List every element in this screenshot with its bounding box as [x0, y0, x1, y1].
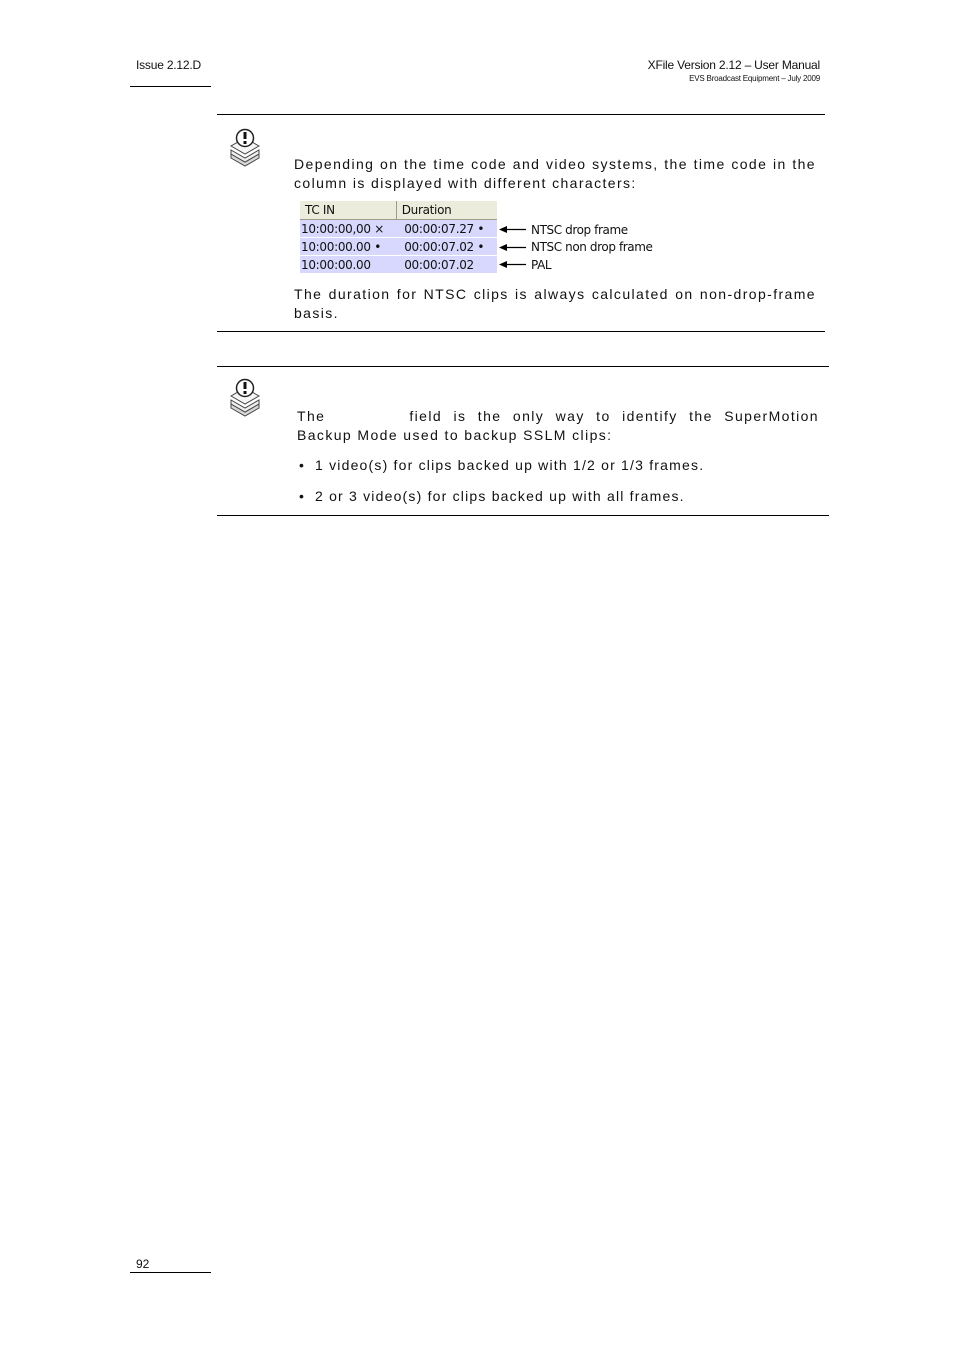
- table-cell: 00:00:07.02: [396, 256, 497, 274]
- table-cell: 10:00:00.00 •: [300, 238, 396, 256]
- note-box-timecode: [217, 114, 825, 332]
- list-item: [297, 487, 819, 506]
- legend-label-ntsc-non-drop: NTSC non drop frame: [531, 240, 653, 255]
- list-item-text: 1 video(s) for clips backed up with 1/2 or 1/3 frames.: [315, 457, 705, 473]
- table-row: [300, 220, 497, 238]
- table-row: [300, 238, 497, 256]
- supermotion-intro-rest: field is the only way to identify the SuperMotion Backup Mode used to backup SSLM clips:: [297, 408, 819, 443]
- issue-label: Issue 2.12.D: [136, 58, 201, 72]
- supermotion-intro-start: The: [297, 408, 326, 424]
- note-warning-icon: [227, 378, 263, 418]
- legend-label-ntsc-drop: NTSC drop frame: [531, 222, 628, 237]
- manual-subtitle: EVS Broadcast Equipment – July 2009: [689, 74, 820, 83]
- bullet-icon: •: [299, 488, 306, 504]
- bullet-icon: •: [299, 457, 306, 473]
- header-right: [648, 58, 820, 83]
- table-cell: 00:00:07.02 •: [396, 238, 497, 256]
- timecode-intro-text: Depending on the time code and video systems, the time code in the column is displayed with different characters:: [294, 156, 816, 191]
- legend-label-pal: PAL: [531, 257, 552, 272]
- note-warning-icon: [227, 128, 263, 168]
- manual-title: XFile Version 2.12 – User Manual: [647, 58, 820, 72]
- table-cell: 00:00:07.27 •: [396, 220, 497, 238]
- list-item: [297, 456, 819, 475]
- table-cell: 10:00:00,00 ×: [300, 220, 396, 238]
- table-row: [300, 256, 497, 274]
- duration-note-text: The duration for NTSC clips is always calculated on non-drop-frame basis.: [294, 286, 816, 321]
- footer-rule: [130, 1272, 211, 1273]
- timecode-legend: [499, 221, 653, 274]
- list-item-text: 2 or 3 video(s) for clips backed up with all frames.: [315, 488, 685, 504]
- supermotion-intro-text: [297, 407, 819, 445]
- backup-mode-list: [297, 456, 819, 518]
- column-header-duration: Duration: [396, 201, 497, 220]
- timecode-table-image: [300, 201, 497, 274]
- column-header-tc-in: TC IN: [300, 201, 396, 220]
- header-left-rule: [130, 86, 211, 87]
- legend-row: [499, 239, 653, 257]
- arrow-left-icon: [499, 260, 527, 269]
- page-number: 92: [136, 1257, 150, 1271]
- legend-row: [499, 256, 653, 274]
- note-box-supermotion: [217, 366, 829, 516]
- arrow-left-icon: [499, 243, 527, 252]
- table-cell: 10:00:00.00: [300, 256, 396, 274]
- arrow-left-icon: [499, 225, 527, 234]
- legend-row: [499, 221, 653, 239]
